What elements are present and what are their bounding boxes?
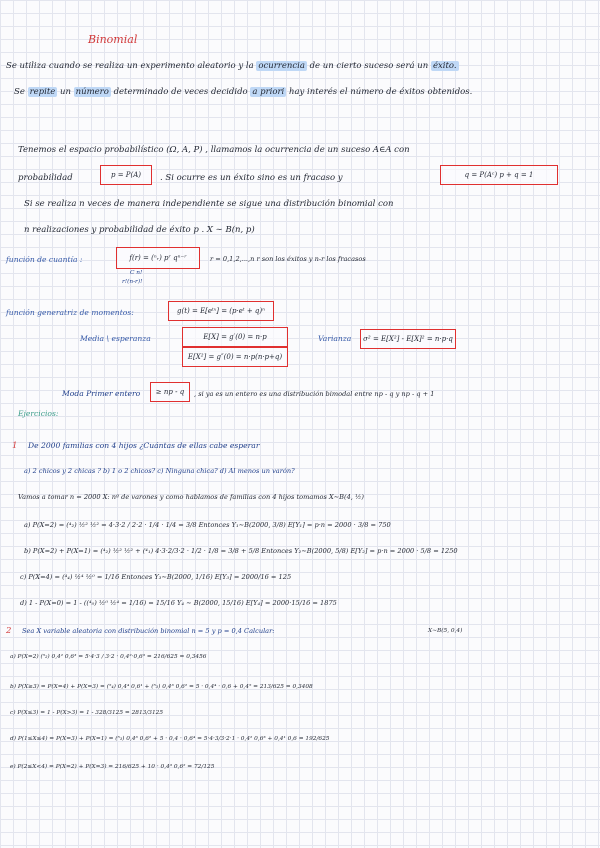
cuantia-under-2: r!(n-r)! <box>122 279 143 285</box>
box-varianza: σ² = E[X²] - E[X]² = n·p·q <box>360 329 456 349</box>
ej2-b: b) P(X≥3) = P(X=4) + P(X=3) = (⁵₄) 0,4⁴ 0,6¹ + (⁵₃) 0,4³ 0,6² = 5 · 0,4⁴ · 0,6 + 0,4⁵ = 213/625 = 0,3408 <box>10 684 313 690</box>
intro-text: hay interés el número de éxitos obtenidos. <box>288 87 473 97</box>
moda-label: Moda Primer entero <box>62 389 141 398</box>
box-cuantia: f(r) = (ⁿᵣ) pʳ qⁿ⁻ʳ <box>116 247 200 269</box>
ej2-distribution: X∼B(5, 0,4) <box>428 628 463 634</box>
ej2-a: a) P(X=2) (⁵₂) 0,4² 0,6³ = 5·4·3 / 3·2 · 0,4²·0,6³ = 216/625 = 0,3456 <box>10 654 207 660</box>
momentos-label: función generatriz de momentos: <box>6 308 134 317</box>
box-ex2: E[X²] = g″(0) = n·p(n·p+q) <box>182 347 288 367</box>
moda-rest: , si ya es un entero es una distribución bimodal entre np - q y np - q + 1 <box>194 390 435 398</box>
cuantia-label: función de cuantía : <box>6 255 83 264</box>
ej2-c: c) P(X≤3) = 1 - P(X>3) = 1 - 328/3125 = 2813/3125 <box>10 710 164 716</box>
intro-text: Se <box>14 87 25 97</box>
highlight-ocurrencia: ocurrencia <box>258 61 305 71</box>
varianza-label: Varianza <box>318 334 352 343</box>
box-media: E[X] = g′(0) = n·p <box>182 327 288 347</box>
intro-line-1 <box>6 62 459 71</box>
setup-text: probabilidad <box>18 173 73 183</box>
setup-line-3: Si se realiza n veces de manera independiente se sigue una distribución binomial con <box>24 199 394 209</box>
setup-line-2 <box>18 174 73 183</box>
ej1-a: a) P(X=2) = (⁴₂) ½² ½² = 4·3·2 / 2·2 · 1/4 · 1/4 = 3/8 Entonces Y₁∼B(2000, 3/8) E[Y₁] = p·n = 2000 · 3/8 = 750 <box>24 521 391 529</box>
cuantia-under-1: C n! <box>130 270 143 276</box>
box-generatriz: g(t) = E[eᵗˣ] = (p·eᵗ + q)ⁿ <box>168 301 274 321</box>
ejercicios-heading: Ejercicios: <box>18 409 59 418</box>
highlight-exito: éxito. <box>432 61 457 71</box>
ej2-statement: Sea X variable aleatoria con distribución binomial n = 5 y p = 0,4 Calcular: <box>22 627 275 635</box>
highlight-repite: repite <box>29 87 56 97</box>
cuantia-rest: r = 0,1,2,...,n r son los éxitos y n-r los fracasos <box>210 255 366 263</box>
highlight-numero: número <box>75 87 109 97</box>
intro-text: un <box>59 87 71 97</box>
page-title: Binomial <box>88 33 138 46</box>
box-q-definition: q = P(Aᶜ) p + q = 1 <box>440 165 558 185</box>
intro-line-2 <box>14 88 472 97</box>
box-moda: ≥ np - q <box>150 382 190 402</box>
ej1-options: a) 2 chicos y 2 chicas ? b) 1 o 2 chicos? c) Ninguna chica? d) Al menos un varón? <box>24 467 295 475</box>
highlight-a-priori: a priori <box>252 87 285 97</box>
intro-text: determinado de veces decidido <box>113 87 248 97</box>
ej2-e: e) P(2≤X<4) = P(X=2) + P(X=3) = 216/625 + 10 · 0,4³ 0,6² = 72/125 <box>10 764 215 770</box>
ej2-number: 2 <box>6 626 12 636</box>
media-label: Media \ esperanza <box>80 334 151 343</box>
setup-line-2b: . Si ocurre es un éxito sino es un fracaso y <box>160 173 343 183</box>
intro-text: de un cierto suceso será un <box>309 61 429 71</box>
ej1-c: c) P(X=4) = (⁴₄) ½⁴ ½⁰ = 1/16 Entonces Y₃∼B(2000, 1/16) E[Y₃] = 2000/16 = 125 <box>20 573 292 581</box>
ej1-d: d) 1 - P(X=0) = 1 - ((⁴₀) ½⁰ ½⁴ = 1/16) = 15/16 Y₄ ∼ B(2000, 15/16) E[Y₄] = 2000·15/16 = 1875 <box>20 599 337 607</box>
setup-line-1: Tenemos el espacio probabilístico (Ω, A, P) , llamamos la ocurrencia de un suceso A∈A con <box>18 145 410 155</box>
ej2-d: d) P(1≤X≤4) = P(X=3) + P(X=1) = (⁵₃) 0,4³ 0,6² + 5 · 0,4 · 0,6⁴ = 5·4·3/3·2·1 · 0,4² 0,6³ + 0,4¹ 0,6 = 192/625 <box>10 736 330 742</box>
box-p-definition: p = P(A) <box>100 165 152 185</box>
intro-text: Se utiliza cuando se realiza un experimento aleatorio y la <box>6 61 254 71</box>
ej1-b: b) P(X=2) + P(X=1) = (⁴₂) ½² ½² + (⁴₁) 4·3·2/3·2 · 1/2 · 1/8 = 3/8 + 5/8 Entonces Y₂∼B(2000, 5/8) E[Y₂] = p·n = 2000 · 5/8 = 1250 <box>24 547 458 555</box>
ej1-statement: De 2000 familias con 4 hijos ¿Cuántas de ellas cabe esperar <box>28 441 260 450</box>
ej1-intro: Vamos a tomar n = 2000 X: nº de varones y como hablamos de familias con 4 hijos tomamos X∼B(4, ½) <box>18 493 364 501</box>
setup-line-4: n realizaciones y probabilidad de éxito p . X ∼ B(n, p) <box>24 225 255 235</box>
ej1-number: 1 <box>12 441 18 451</box>
